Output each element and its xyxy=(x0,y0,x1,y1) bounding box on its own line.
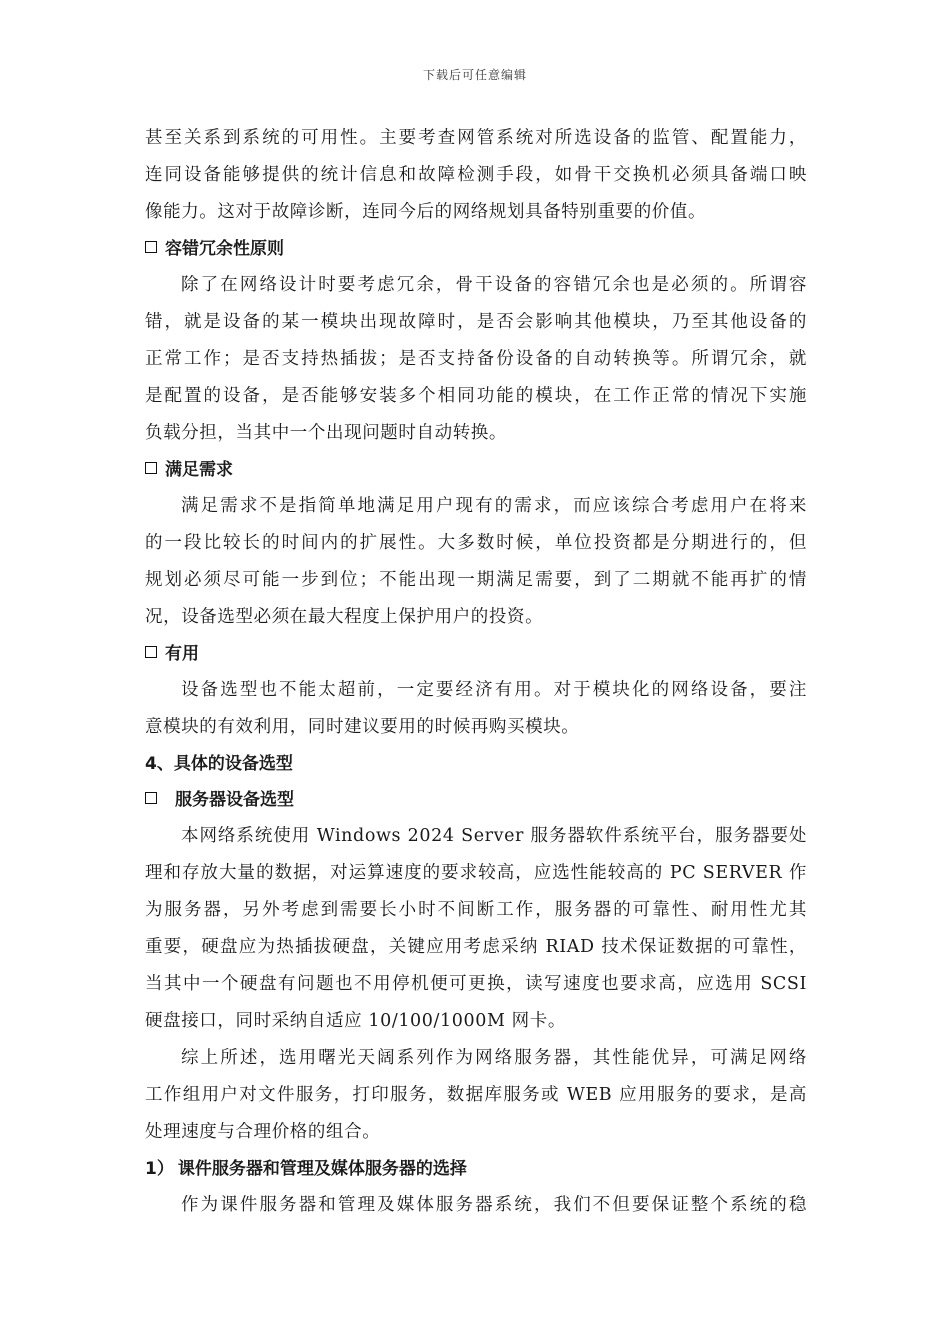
text-line: 是配置的设备，是否能够安装多个相同功能的模块，在工作正常的情况下实施 xyxy=(145,386,807,406)
checkbox-bullet-icon xyxy=(145,646,157,658)
text-line: 硬盘接口，同时采纳自适应 10/100/1000M 网卡。 xyxy=(145,1011,566,1031)
text-line: 满足需求不是指简单地满足用户现有的需求，而应该综合考虑用户在将来 xyxy=(181,496,807,516)
text-line: 设备选型也不能太超前，一定要经济有用。对于模块化的网络设备，要注 xyxy=(181,680,807,700)
page-header: 下载后可任意编辑 xyxy=(422,68,527,82)
paragraph-useful xyxy=(145,672,807,746)
checkbox-bullet-icon xyxy=(145,241,157,253)
text-line: 意模块的有效利用，同时建议要用的时候再购买模块。 xyxy=(145,717,580,737)
text-line: 处理速度与合理价格的组合。 xyxy=(145,1122,381,1142)
text-line: 作为课件服务器和管理及媒体服务器系统，我们不但要保证整个系统的稳 xyxy=(181,1195,807,1215)
text-line: 综上所述，选用曙光天阔系列作为网络服务器，其性能优异，可满足网络 xyxy=(181,1048,807,1068)
heading-redundancy xyxy=(145,231,807,267)
text-line: 像能力。这对于故障诊断，连同今后的网络规划具备特别重要的价值。 xyxy=(145,202,707,222)
text-line: 连同设备能够提供的统计信息和故障检测手段，如骨干交换机必须具备端口映 xyxy=(145,165,807,185)
checkbox-bullet-icon xyxy=(145,792,157,804)
heading-text: 课件服务器和管理及媒体服务器的选择 xyxy=(177,1159,467,1179)
text-line: 错，就是设备的某一模块出现故障时，是否会影响其他模块，乃至其他设备的 xyxy=(145,312,807,332)
text-line: 理和存放大量的数据，对运算速度的要求较高，应选性能较高的 PC SERVER 作 xyxy=(145,863,807,883)
heading-needs xyxy=(145,452,807,488)
text-line: 规划必须尽可能一步到位；不能出现一期满足需要，到了二期就不能再扩的情 xyxy=(145,570,807,590)
text-line: 重要，硬盘应为热插拔硬盘，关键应用考虑采纳 RIAD 技术保证数据的可靠性， xyxy=(145,937,807,957)
document-body xyxy=(145,118,807,1224)
text-line: 正常工作；是否支持热插拔；是否支持备份设备的自动转换等。所谓冗余，就 xyxy=(145,349,807,369)
paragraph-summary xyxy=(145,1040,807,1151)
paragraph-redundancy xyxy=(145,267,807,452)
heading-text: 容错冗余性原则 xyxy=(165,239,284,259)
text-line: 的一段比较长的时间内的扩展性。大多数时候，单位投资都是分期进行的，但 xyxy=(145,533,807,553)
heading-text: 服务器设备选型 xyxy=(175,790,294,810)
paragraph-needs xyxy=(145,488,807,636)
text-line: 为服务器，另外考虑到需要长小时不间断工作，服务器的可靠性、耐用性尤其 xyxy=(145,900,807,920)
checkbox-bullet-icon xyxy=(145,462,157,474)
paragraph-intro xyxy=(145,120,807,231)
heading-section-4: 4、具体的设备选型 xyxy=(145,754,293,774)
text-line: 况，设备选型必须在最大程度上保护用户的投资。 xyxy=(145,607,544,627)
heading-server xyxy=(145,782,807,818)
heading-useful xyxy=(145,636,807,672)
text-line: 工作组用户对文件服务，打印服务，数据库服务或 WEB 应用服务的要求，是高 xyxy=(145,1085,807,1105)
text-line: 除了在网络设计时要考虑冗余，骨干设备的容错冗余也是必须的。所谓容 xyxy=(181,275,807,295)
text-line: 负载分担，当其中一个出现问题时自动转换。 xyxy=(145,423,507,443)
text-line: 本网络系统使用 Windows 2024 Server 服务器软件系统平台，服务器要处 xyxy=(181,826,807,846)
heading-number: 1） xyxy=(145,1159,174,1179)
heading-text: 有用 xyxy=(165,644,199,664)
paragraph-subsection-1 xyxy=(145,1187,807,1224)
paragraph-server xyxy=(145,818,807,1040)
text-line: 甚至关系到系统的可用性。主要考查网管系统对所选设备的监管、配置能力， xyxy=(145,128,807,148)
heading-text: 满足需求 xyxy=(165,460,233,480)
text-line: 当其中一个硬盘有问题也不用停机便可更换，读写速度也要求高，应选用 SCSI xyxy=(145,974,807,994)
heading-subsection-1 xyxy=(145,1151,807,1187)
